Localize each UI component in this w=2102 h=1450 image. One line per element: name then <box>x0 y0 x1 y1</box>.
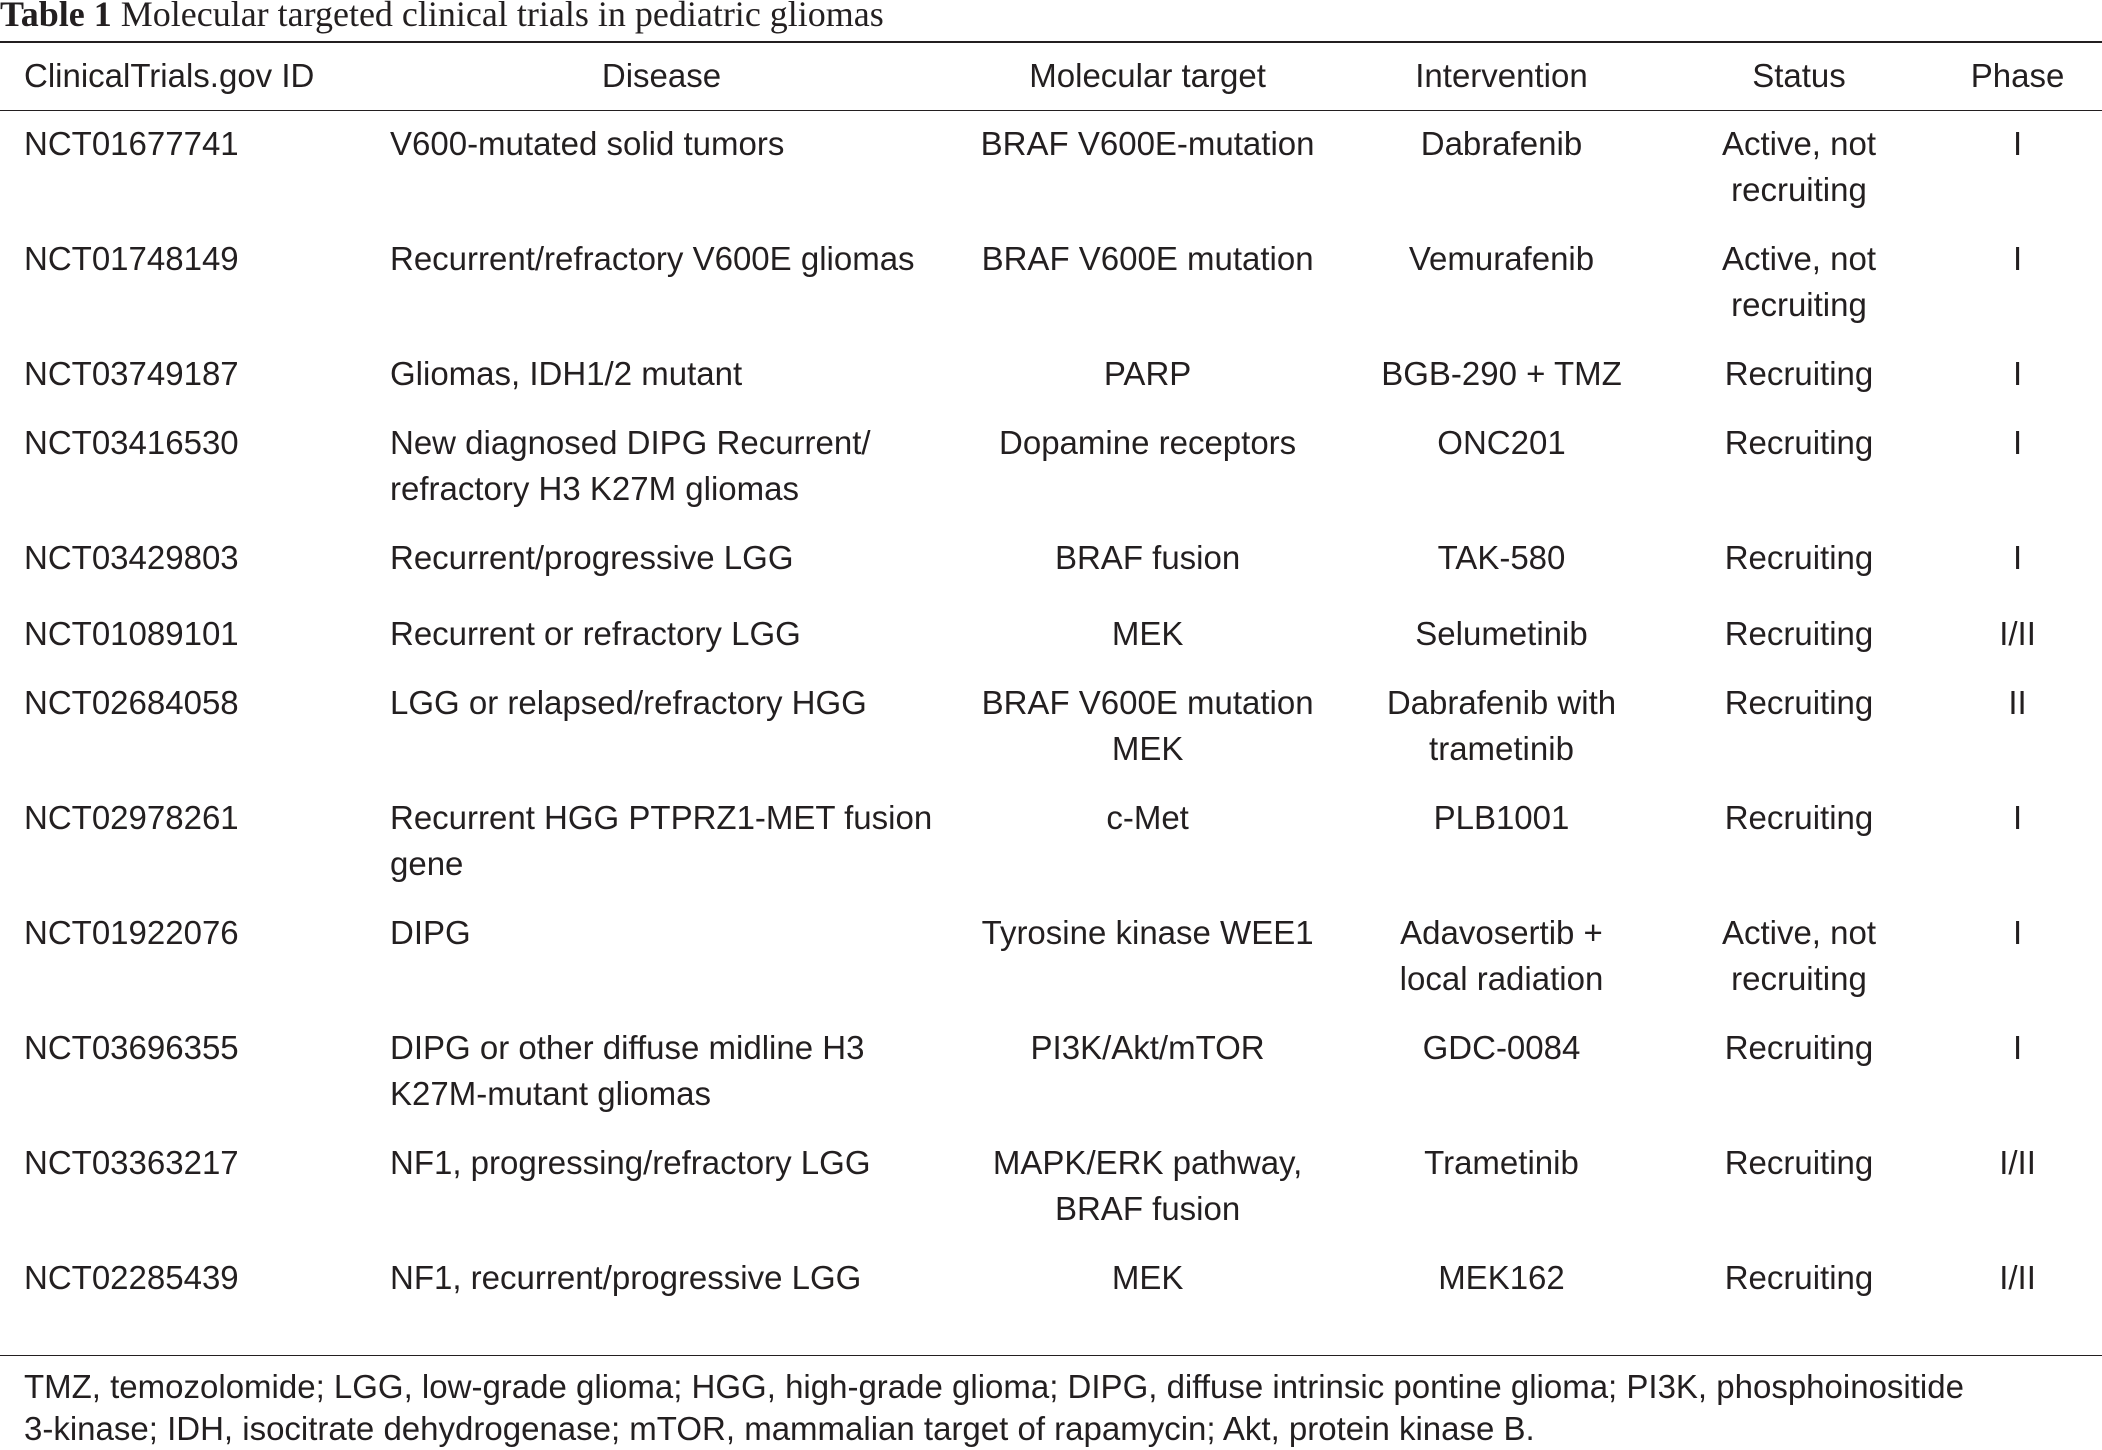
cell-phase: I <box>2012 798 2023 836</box>
table-row <box>0 341 2085 410</box>
cell-molecular-target: BRAF V600E-mutation <box>980 124 1315 162</box>
cell-trial-id: NCT02285439 <box>24 1258 239 1296</box>
cell-status: Active, not recruiting <box>1721 913 1877 997</box>
cell-intervention: BGB-290 + TMZ <box>1381 354 1622 392</box>
column-header-molecular-target: Molecular target <box>1029 57 1266 94</box>
cell-status: Active, not recruiting <box>1721 239 1877 323</box>
table-header-row <box>0 53 2085 99</box>
cell-status: Recruiting <box>1724 354 1874 392</box>
cell-disease: New diagnosed DIPG Recurrent/ refractory H3 K27M gliomas <box>390 423 871 507</box>
cell-trial-id: NCT03363217 <box>24 1143 239 1181</box>
cell-trial-id: NCT01677741 <box>24 124 239 162</box>
cell-intervention: Vemurafenib <box>1408 239 1595 277</box>
top-rule <box>0 41 2102 43</box>
table-row <box>0 670 2085 785</box>
table-row <box>0 601 2085 670</box>
cell-phase: I <box>2012 913 2023 951</box>
table-footnote: TMZ, temozolomide; LGG, low-grade glioma; HGG, high-grade glioma; DIPG, diffuse intrinsic pontine glioma; PI3K, phosphoinositide 3-kinase; IDH, isocitrate dehydrogenase; mTOR, mammalian target of rapamycin; Akt, protein kinase B. <box>24 1368 1964 1447</box>
cell-phase: I <box>2012 239 2023 277</box>
table-caption <box>0 0 884 34</box>
cell-status: Recruiting <box>1724 538 1874 576</box>
cell-status: Recruiting <box>1724 1028 1874 1066</box>
table-row <box>0 111 2085 226</box>
table-row <box>0 785 2085 900</box>
cell-intervention: GDC-0084 <box>1422 1028 1581 1066</box>
cell-phase: I <box>2012 354 2023 392</box>
cell-intervention: Selumetinib <box>1415 614 1588 652</box>
cell-disease: Recurrent HGG PTPRZ1-MET fusion gene <box>390 798 933 882</box>
cell-phase: I/II <box>1999 1143 2036 1181</box>
cell-trial-id: NCT01089101 <box>24 614 239 652</box>
cell-phase: I/II <box>1999 614 2036 652</box>
cell-intervention: Dabrafenib with trametinib <box>1386 683 1617 767</box>
cell-disease: NF1, progressing/refractory LGG <box>390 1143 871 1181</box>
cell-disease: NF1, recurrent/progressive LGG <box>390 1258 862 1296</box>
cell-disease: Gliomas, IDH1/2 mutant <box>390 354 743 392</box>
table-body <box>0 111 2085 1314</box>
cell-intervention: Dabrafenib <box>1420 124 1583 162</box>
cell-intervention: PLB1001 <box>1433 798 1570 836</box>
cell-disease: LGG or relapsed/refractory HGG <box>390 683 867 721</box>
cell-molecular-target: MAPK/ERK pathway, BRAF fusion <box>992 1143 1303 1227</box>
cell-phase: II <box>2008 683 2027 721</box>
cell-molecular-target: MEK <box>1111 1258 1184 1296</box>
cell-molecular-target: c-Met <box>1106 798 1189 836</box>
cell-phase: I <box>2012 538 2023 576</box>
cell-molecular-target: BRAF V600E mutation MEK <box>981 683 1314 767</box>
cell-status: Recruiting <box>1724 798 1874 836</box>
column-header-intervention: Intervention <box>1415 57 1588 94</box>
column-header-trial-id: ClinicalTrials.gov ID <box>24 57 315 94</box>
cell-trial-id: NCT02684058 <box>24 683 239 721</box>
table-row <box>0 226 2085 341</box>
cell-molecular-target: BRAF V600E mutation <box>981 239 1314 277</box>
cell-trial-id: NCT02978261 <box>24 798 239 836</box>
cell-molecular-target: MEK <box>1111 614 1184 652</box>
column-header-phase: Phase <box>1970 57 2065 94</box>
cell-status: Recruiting <box>1724 614 1874 652</box>
cell-intervention: TAK-580 <box>1437 538 1566 576</box>
cell-disease: DIPG or other diffuse midline H3 K27M-mutant gliomas <box>390 1028 865 1112</box>
cell-status: Recruiting <box>1724 423 1874 461</box>
cell-intervention: Trametinib <box>1424 1143 1579 1181</box>
table-row <box>0 1245 2085 1314</box>
cell-disease: Recurrent/progressive LGG <box>390 538 794 576</box>
cell-trial-id: NCT03416530 <box>24 423 239 461</box>
column-header-status: Status <box>1752 57 1846 94</box>
table-row <box>0 410 2085 525</box>
cell-disease: Recurrent or refractory LGG <box>390 614 801 652</box>
table-row <box>0 900 2085 1015</box>
cell-molecular-target: PI3K/Akt/mTOR <box>1030 1028 1265 1066</box>
column-header-disease: Disease <box>601 57 722 94</box>
cell-intervention: ONC201 <box>1437 423 1566 461</box>
cell-phase: I/II <box>1999 1258 2036 1296</box>
cell-molecular-target: BRAF fusion <box>1054 538 1241 576</box>
table-title: Molecular targeted clinical trials in pediatric gliomas <box>120 0 884 34</box>
cell-status: Recruiting <box>1724 683 1874 721</box>
cell-molecular-target: PARP <box>1103 354 1192 392</box>
cell-trial-id: NCT01922076 <box>24 913 239 951</box>
cell-trial-id: NCT03429803 <box>24 538 239 576</box>
cell-status: Recruiting <box>1724 1258 1874 1296</box>
cell-intervention: MEK162 <box>1438 1258 1565 1296</box>
cell-trial-id: NCT03749187 <box>24 354 239 392</box>
table-label: Table 1 <box>0 0 112 34</box>
cell-phase: I <box>2012 1028 2023 1066</box>
cell-molecular-target: Dopamine receptors <box>999 423 1297 461</box>
cell-trial-id: NCT01748149 <box>24 239 239 277</box>
bottom-rule <box>0 1355 2102 1357</box>
cell-status: Recruiting <box>1724 1143 1874 1181</box>
table-row <box>0 1130 2085 1245</box>
cell-trial-id: NCT03696355 <box>24 1028 239 1066</box>
cell-disease: V600-mutated solid tumors <box>390 124 785 162</box>
cell-intervention: Adavosertib + local radiation <box>1399 913 1604 997</box>
table-row <box>0 1015 2085 1130</box>
cell-molecular-target: Tyrosine kinase WEE1 <box>981 913 1314 951</box>
cell-disease: Recurrent/refractory V600E gliomas <box>390 239 915 277</box>
cell-phase: I <box>2012 124 2023 162</box>
cell-disease: DIPG <box>390 913 471 951</box>
table-row <box>0 525 2085 594</box>
cell-status: Active, not recruiting <box>1721 124 1877 208</box>
cell-phase: I <box>2012 423 2023 461</box>
